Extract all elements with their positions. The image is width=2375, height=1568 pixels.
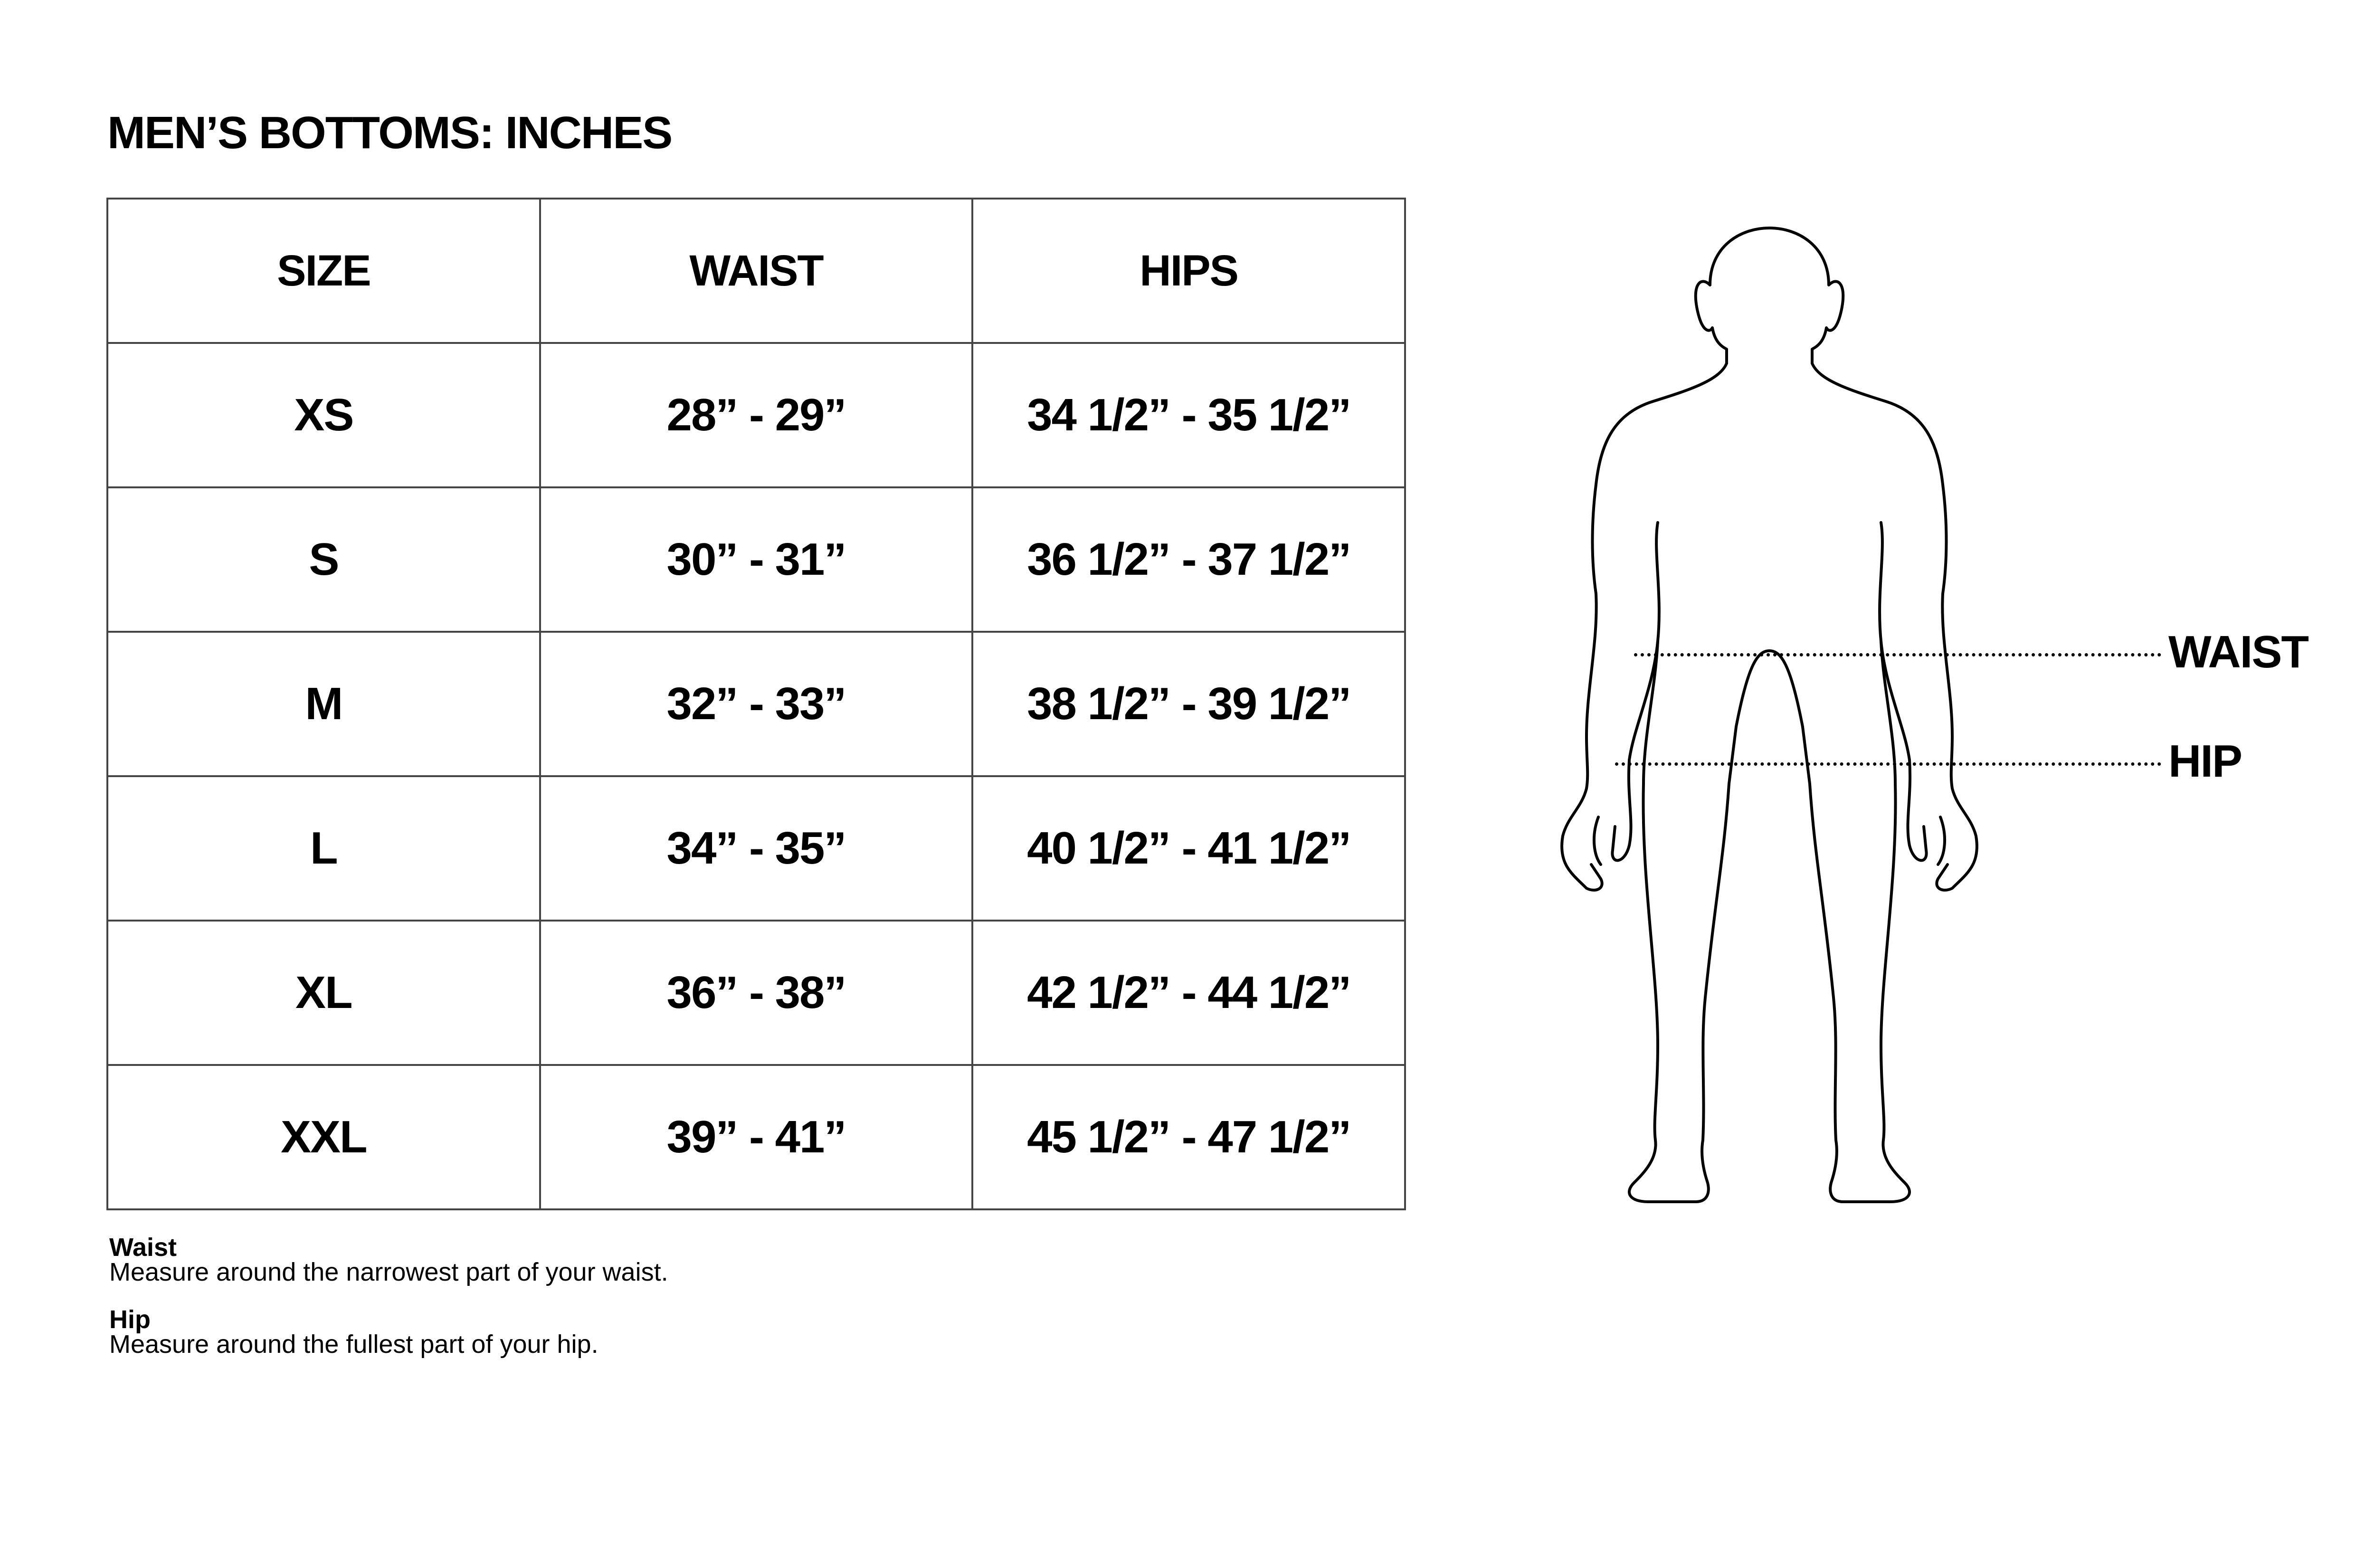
table-row bbox=[107, 776, 1405, 921]
note-term-waist: Waist bbox=[109, 1233, 177, 1262]
human-body-outline-icon bbox=[1520, 190, 2042, 1235]
table-row bbox=[107, 343, 1405, 487]
chart-title: MEN’S BOTTOMS: INCHES bbox=[107, 107, 672, 158]
waist-cell: 32” - 33” bbox=[540, 632, 973, 776]
size-cell: XS bbox=[107, 343, 540, 487]
waist-measure-line bbox=[1634, 653, 2161, 656]
table-row bbox=[107, 921, 1405, 1065]
hip-measure-line bbox=[1615, 762, 2161, 766]
waist-label: WAIST bbox=[2168, 627, 2308, 677]
table-row bbox=[107, 1065, 1405, 1209]
waist-cell: 36” - 38” bbox=[540, 921, 973, 1065]
waist-cell: 34” - 35” bbox=[540, 776, 973, 921]
column-header-hips: HIPS bbox=[972, 199, 1405, 343]
size-chart-table bbox=[106, 198, 1406, 1210]
measurement-notes bbox=[109, 1235, 1392, 1379]
column-header-waist: WAIST bbox=[540, 199, 973, 343]
note-term-hip: Hip bbox=[109, 1305, 151, 1334]
size-cell: L bbox=[107, 776, 540, 921]
waist-note bbox=[109, 1235, 1392, 1284]
hips-cell: 36 1/2” - 37 1/2” bbox=[972, 487, 1405, 632]
size-cell: S bbox=[107, 487, 540, 632]
size-cell: XL bbox=[107, 921, 540, 1065]
table-row bbox=[107, 487, 1405, 632]
table-header-row bbox=[107, 199, 1405, 343]
column-header-size: SIZE bbox=[107, 199, 540, 343]
waist-cell: 28” - 29” bbox=[540, 343, 973, 487]
hips-cell: 38 1/2” - 39 1/2” bbox=[972, 632, 1405, 776]
hips-cell: 45 1/2” - 47 1/2” bbox=[972, 1065, 1405, 1209]
hip-label: HIP bbox=[2168, 736, 2242, 787]
hips-cell: 40 1/2” - 41 1/2” bbox=[972, 776, 1405, 921]
hip-note bbox=[109, 1307, 1392, 1357]
waist-cell: 30” - 31” bbox=[540, 487, 973, 632]
size-cell: M bbox=[107, 632, 540, 776]
size-cell: XXL bbox=[107, 1065, 540, 1209]
hips-cell: 42 1/2” - 44 1/2” bbox=[972, 921, 1405, 1065]
waist-cell: 39” - 41” bbox=[540, 1065, 973, 1209]
table-row bbox=[107, 632, 1405, 776]
note-description-waist: Measure around the narrowest part of your waist. bbox=[109, 1258, 668, 1286]
note-description-hip: Measure around the fullest part of your hip. bbox=[109, 1330, 598, 1359]
hips-cell: 34 1/2” - 35 1/2” bbox=[972, 343, 1405, 487]
